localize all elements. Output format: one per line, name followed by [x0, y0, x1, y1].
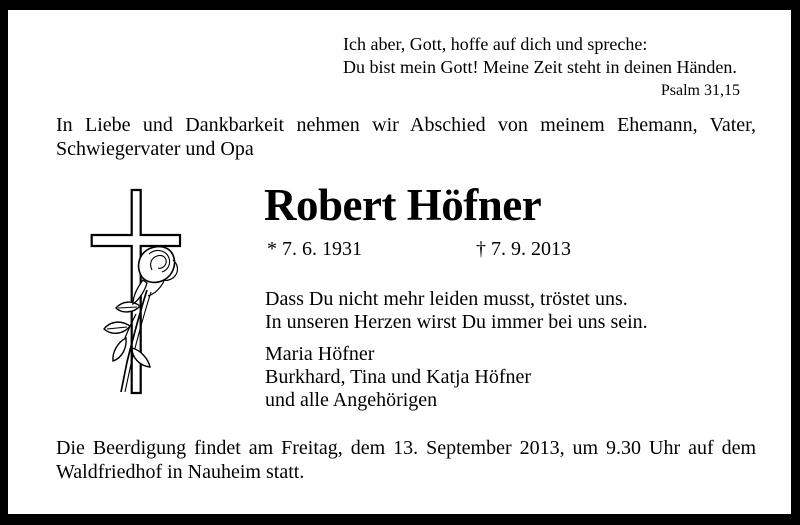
mourner-line-1: Maria Höfner [265, 343, 375, 365]
mourner-line-3: und alle Angehörigen [265, 389, 438, 411]
funeral-line-2: Waldfriedhof in Nauheim statt. [56, 461, 305, 483]
condolence-text [265, 288, 648, 334]
quote-line-2: Du bist mein Gott! Meine Zeit steht in deinen Händen. [343, 57, 737, 77]
cross-with-rose-illustration [78, 180, 188, 400]
birth-date: * 7. 6. 1931 [267, 238, 362, 260]
quote-line-1: Ich aber, Gott, hoffe auf dich und spreche: [343, 34, 648, 54]
intro-paragraph [56, 113, 756, 161]
rose-leaf-icon [113, 338, 126, 361]
intro-line-1: In Liebe und Dankbarkeit nehmen wir Abschied von meinem Ehemann, Vater, [56, 114, 756, 136]
intro-line-2: Schwiegervater und Opa [56, 138, 254, 160]
bible-quote [343, 33, 740, 101]
mourner-line-2: Burkhard, Tina und Katja Höfner [265, 366, 532, 388]
life-dates [267, 238, 597, 262]
death-date: † 7. 9. 2013 [476, 238, 571, 260]
mourners-list [265, 343, 531, 412]
condolence-line-1: Dass Du nicht mehr leiden musst, tröstet uns. [265, 288, 628, 310]
quote-source: Psalm 31,15 [660, 82, 740, 99]
condolence-line-2: In unseren Herzen wirst Du immer bei uns sein. [265, 311, 648, 333]
deceased-name: Robert Höfner [264, 180, 542, 230]
funeral-info [56, 436, 756, 484]
funeral-line-1: Die Beerdigung findet am Freitag, dem 13. September 2013, um 9.30 Uhr auf dem [56, 437, 756, 459]
